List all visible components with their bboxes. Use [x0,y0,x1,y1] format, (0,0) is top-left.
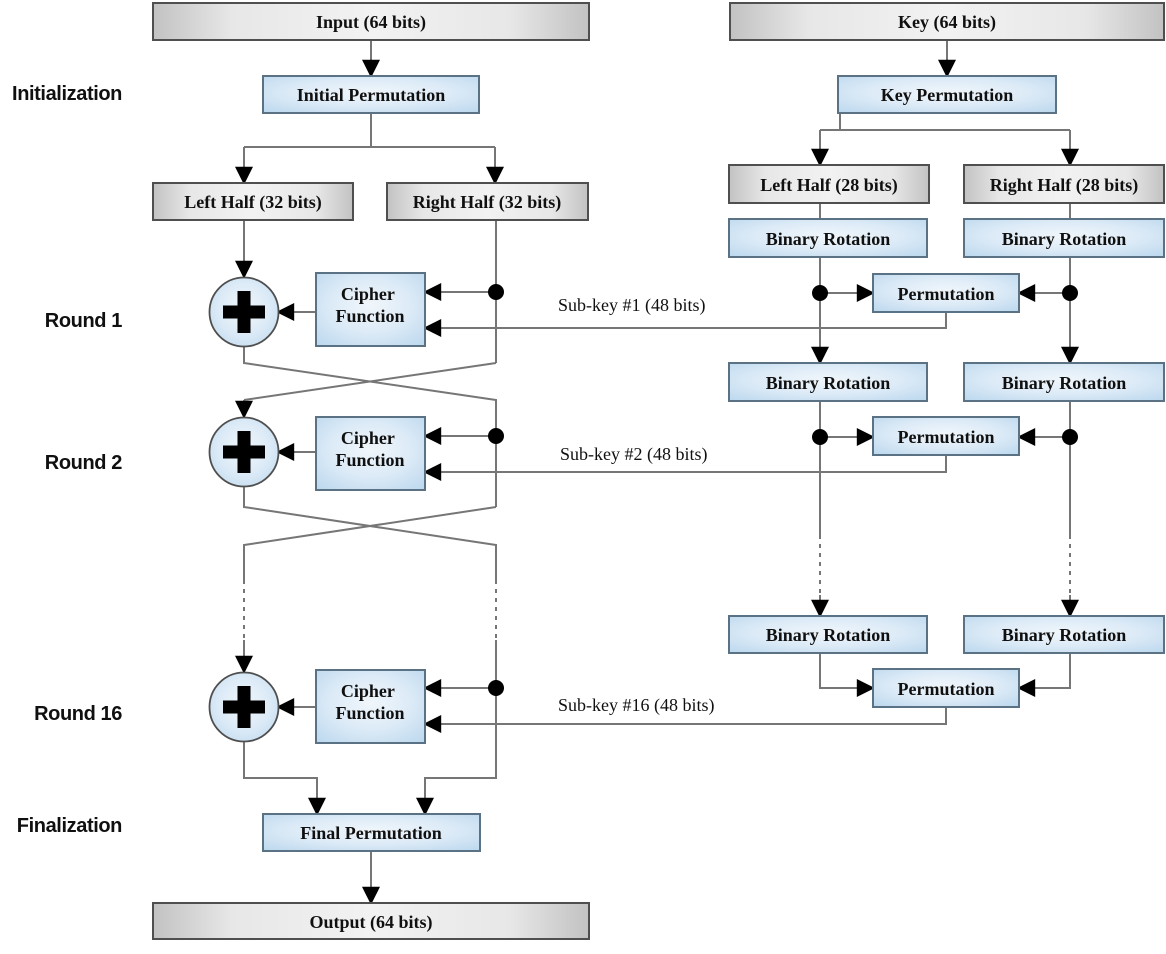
output-label: Output (64 bits) [309,912,433,932]
subkey16-label: Sub-key #16 (48 bits) [558,695,715,715]
stage-label-round2: Round 2 [44,452,122,474]
subkey1-label: Sub-key #1 (48 bits) [558,295,706,315]
key-path-nodes [729,3,1164,707]
binary-rotation-label: Binary Rotation [765,229,891,249]
cipher-line2: Function [335,306,405,326]
cipher-line2: Function [335,703,405,723]
permutation-label: Permutation [897,427,995,447]
connector-cross2-right-to-left [244,507,496,580]
stage-label-finalization: Finalization [16,815,122,837]
initial-permutation-label: Initial Permutation [296,85,446,105]
final-permutation-label: Final Permutation [300,823,442,843]
key-permutation-label: Key Permutation [880,85,1014,105]
binary-rotation-label: Binary Rotation [1001,229,1127,249]
stage-label-round16: Round 16 [34,703,122,725]
subkey2-label: Sub-key #2 (48 bits) [560,444,708,464]
connector-key-permutation-split [820,113,1070,130]
left-half-label: Left Half (32 bits) [184,192,322,212]
permutation-label: Permutation [897,284,995,304]
junction-dot-round16-data [488,680,504,696]
junction-dot-round2-key-left [812,429,828,445]
junction-dot-round2-key-right [1062,429,1078,445]
input-label: Input (64 bits) [315,12,427,32]
cipher-line1: Cipher [340,428,395,448]
stage-label-round1: Round 1 [44,310,122,332]
connector-rotation16-right-to-permutation16 [1019,653,1070,688]
connector-halves-to-rotation1 [820,203,1070,219]
cipher-line1: Cipher [340,284,395,304]
junction-dot-round1-key-right [1062,285,1078,301]
binary-rotation-label: Binary Rotation [765,373,891,393]
junction-dot-round1-data [488,284,504,300]
cipher-line2: Function [335,450,405,470]
junction-dot-round2-data [488,428,504,444]
binary-rotation-label: Binary Rotation [765,625,891,645]
connector-rotation16-left-to-permutation16 [820,653,873,688]
junction-dot-round1-key-left [812,285,828,301]
dashed-key-continuation [820,535,1070,595]
right-half-label: Right Half (32 bits) [412,192,562,212]
stage-labels [12,83,122,837]
connector-cross2-left-to-right [244,486,496,580]
key-right-half-label: Right Half (28 bits) [989,175,1139,195]
connector-right-line-to-final-permutation [425,640,496,814]
binary-rotation-label: Binary Rotation [1001,373,1127,393]
cipher-line1: Cipher [340,681,395,701]
connector-xor16-to-final-permutation [244,741,317,814]
key-left-half-label: Left Half (28 bits) [760,175,898,195]
permutation-label: Permutation [897,679,995,699]
subkey-connectors [425,295,946,724]
connector-initial-permutation-split [244,113,495,147]
binary-rotation-label: Binary Rotation [1001,625,1127,645]
key-label: Key (64 bits) [898,12,996,32]
stage-label-initialization: Initialization [12,83,122,105]
